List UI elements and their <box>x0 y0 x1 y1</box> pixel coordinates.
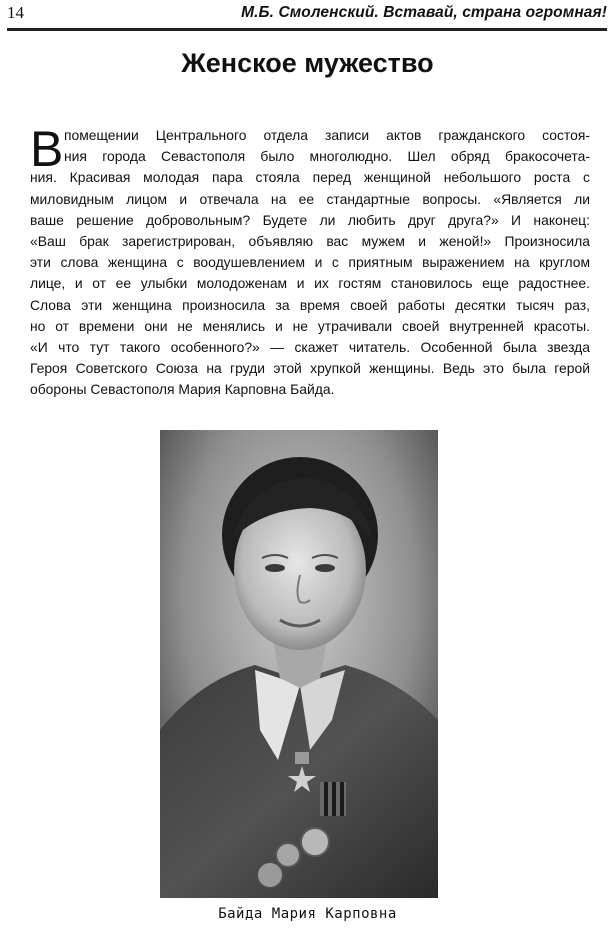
portrait-illustration <box>160 430 438 898</box>
article-title: Женское мужество <box>181 48 434 78</box>
text-line: лице, и от ее улыбки молодоженам и их гостям становилось еще радостнее. <box>30 275 590 292</box>
text-line: Героя Советского Союза на груди этой хрупкой женщины. Ведь это была герой <box>30 360 590 377</box>
text-line: помещении Центрального отдела записи актов гражданского состоя- <box>64 127 590 143</box>
text-line: миловидным лицом и отвечала на ее стандартные вопросы. «Является ли <box>30 190 590 207</box>
page-number: 14 <box>7 3 24 22</box>
text-line: Слова эти женщина произносила за время своей работы десятки тысяч раз, <box>30 296 590 313</box>
article-body <box>30 121 590 401</box>
photo-caption: Байда Мария Карповна <box>218 906 397 922</box>
drop-cap: В <box>30 121 64 177</box>
text-line: «И что тут такого особенного?» — скажет читатель. Особенной была звезда <box>30 339 590 356</box>
text-line: ния города Севастополя было многолюдно. Шел обряд бракосочета- <box>64 148 590 165</box>
text-line: ваше решение добровольным? Будете ли любить друг друга?» И наконец: <box>30 211 590 228</box>
portrait-photo <box>160 430 438 898</box>
page-header <box>7 2 607 31</box>
text-line: ния. Красивая молодая пара стояла перед женщиной небольшого роста с <box>30 169 590 186</box>
text-line: «Ваш брак зарегистрирован, объявляю вас мужем и женой!» Произносила <box>30 233 590 250</box>
running-head: М.Б. Смоленский. Вставай, страна огромная! <box>241 4 607 21</box>
text-line: но от времени они не менялись и не утрачивали своей внутренней красоты. <box>30 317 590 334</box>
text-line: эти слова женщина с воодушевлением и с приятным выражением на круглом <box>30 254 590 271</box>
text-line: обороны Севастополя Мария Карповна Байда. <box>30 381 335 398</box>
